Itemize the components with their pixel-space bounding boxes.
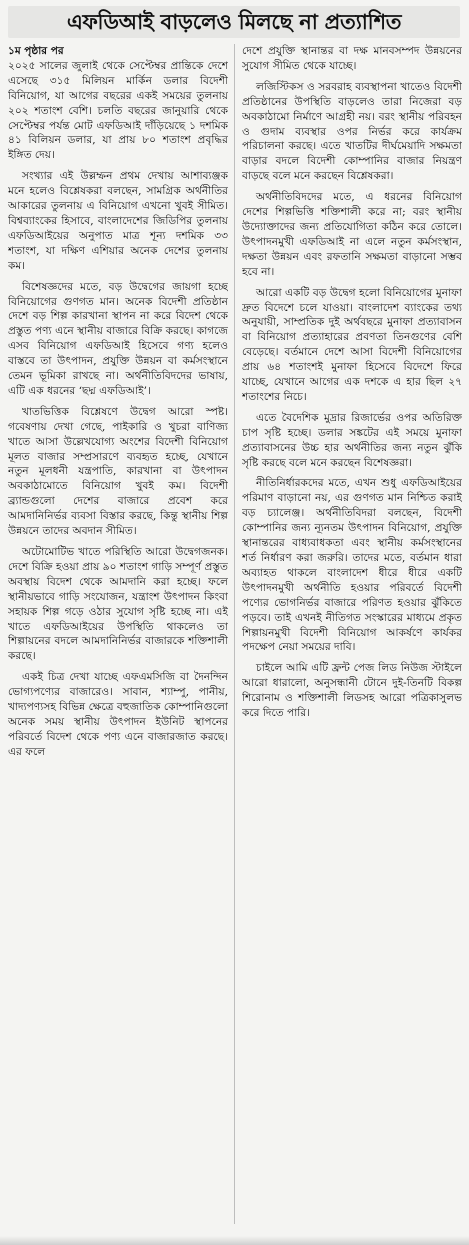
article-paragraph: চাইলে আমি এটি ফ্রন্ট পেজ লিড নিউজ স্টাইলে আরো ধারালো, অনুসন্ধানী টোনে দুই-তিনটি বিকল্প শিরোনাম ও শক্তিশালী লিডসহ আরো পত্রিকাসুলভ করে দিতে পারি। [242, 662, 462, 720]
article-paragraph: বিশেষজ্ঞদের মতে, বড় উদ্বেগের জায়গা হচ্ছে বিনিয়োগের গুণগত মান। অনেক বিদেশী প্রতিষ্ঠান দেশে বড় শিল্প কারখানা স্থাপন না করে বিদেশ থেকে প্রস্তুত পণ্য এনে স্থানীয় বাজারে বিক্রি করছে। কাগজে এসব বিনিয়োগ এফডিআই হিসেবে গণ্য হলেও বাস্তবে তা উৎপাদন, প্রযুক্তি উন্নয়ন বা কর্মসংস্থানে তেমন ভূমিকা রাখছে না। অর্থনীতিবিদদের ভাষায়, এটি এক ধরনের ‘ছদ্ম এফডিআই’। [8, 280, 228, 397]
article-paragraph: অর্থনীতিবিদদের মতে, এ ধরনের বিনিয়োগ দেশের শিল্পভিত্তি শক্তিশালী করে না; বরং স্থানীয় উদ্যোক্তাদের জন্য প্রতিযোগিতা কঠিন করে তোলে। উৎপাদনমুখী এফডিআই না এলে নতুন কর্মসংস্থান, দক্ষতা উন্নয়ন এবং রফতানি সক্ষমতা বাড়ানো সম্ভব হবে না। [242, 191, 462, 278]
article-paragraph: খাতভিত্তিক বিশ্লেষণে উদ্বেগ আরো স্পষ্ট। গবেষণায় দেখা গেছে, পাইকারি ও খুচরা বাণিজ্য খাতে আসা উল্লেখযোগ্য অংশের বিদেশী বিনিয়োগ মূলত বাজার সম্প্রসারণে ব্যবহৃত হচ্ছে, যেখানে নতুন মূলধনী যন্ত্রপাতি, কারখানা বা উৎপাদন অবকাঠামোতে বিনিয়োগ খুবই কম। বিদেশী ব্র্যান্ডগুলো দেশের বাজারে প্রবেশ করে আমদানিনির্ভর ব্যবসা বিস্তার করছে, কিন্তু স্থানীয় শিল্প উন্নয়নে তাদের অবদান সীমিত। [8, 405, 228, 538]
article-paragraph: ২০২৫ সালের জুলাই থেকে সেপ্টেম্বর প্রান্তিকে দেশে এসেছে ৩১৫ মিলিয়ন মার্কিন ডলার বিদেশী বিনিয়োগ, যা আগের বছরের একই সময়ের তুলনায় ২০২ শতাংশ বেশি। চলতি বছরের জানুয়ারি থেকে সেপ্টেম্বর পর্যন্ত মোট এফডিআই দাঁড়িয়েছে ১ দশমিক ৪১ বিলিয়ন ডলার, যা প্রায় ৮০ শতাংশ প্রবৃদ্ধির ইঙ্গিত দেয়। [8, 59, 228, 162]
headline: এফডিআই বাড়লেও মিলছে না প্রত্যাশিত [8, 6, 460, 38]
article-paragraph: নীতিনির্ধারকদের মতে, এখন শুধু এফডিআইয়ের পরিমাণ বাড়ানো নয়, এর গুণগত মান নিশ্চিত করাই বড় চ্যালেঞ্জ। অর্থনীতিবিদরা বলছেন, বিদেশী কোম্পানির জন্য ন্যূনতম উৎপাদন বিনিয়োগ, প্রযুক্তি স্থানান্তরের বাধ্যবাধকতা এবং স্থানীয় কর্মসংস্থানের শর্ত নির্ধারণ করা জরুরি। তাদের মতে, বর্তমান ধারা অব্যাহত থাকলে বাংলাদেশ ধীরে ধীরে একটি উৎপাদনমুখী অর্থনীতি হওয়ার পরিবর্তে বিদেশী পণ্যের ভোগনির্ভর বাজারে পরিণত হওয়ার ঝুঁকিতে পড়বে। তাই এখনই নীতিগত সংস্কারের মাধ্যমে প্রকৃত শিল্পায়নমুখী বিদেশী বিনিয়োগ আকর্ষণে কার্যকর পদক্ষেপ নেয়া সময়ের দাবি। [242, 477, 462, 654]
page-bottom-edge [0, 1236, 469, 1245]
article-paragraph: অটোমোটিভ খাতে পরিস্থিতি আরো উদ্বেগজনক। দেশে বিক্রি হওয়া প্রায় ৯০ শতাংশ গাড়ি সম্পূর্ণ প্রস্তুত অবস্থায় বিদেশ থেকে আমদানি করা হচ্ছে। ফলে স্থানীয়ভাবে গাড়ি সংযোজন, যন্ত্রাংশ উৎপাদন কিংবা সহায়ক শিল্প গড়ে ওঠার সুযোগ সৃষ্টি হচ্ছে না। এই খাতে এফডিআইয়ের উপস্থিতি থাকলেও তা শিল্পায়নের বদলে আমদানিনির্ভর বাজারকে শক্তিশালী করছে। [8, 546, 228, 663]
article-paragraph: লজিস্টিকস ও সরবরাহ ব্যবস্থাপনা খাতেও বিদেশী প্রতিষ্ঠানের উপস্থিতি বাড়লেও তারা নিজেরা বড় অবকাঠামো নির্মাণে আগ্রহী নয়। বরং স্থানীয় পরিবহন ও গুদাম ব্যবস্থার ওপর নির্ভর করে কার্যক্রম পরিচালনা করছে। এতে খাতটির দীর্ঘমেয়াদি সক্ষমতা বাড়ার বদলে বিদেশী কোম্পানির বাজার নিয়ন্ত্রণ বাড়ছে বলে মনে করছেন বিশ্লেষকরা। [242, 80, 462, 183]
article-column-left [8, 44, 228, 1224]
continued-label: ১ম পৃষ্ঠার পর [8, 45, 64, 57]
column-divider [234, 44, 235, 1224]
article-paragraph: একই চিত্র দেখা যাচ্ছে এফএমসিজি বা দৈনন্দিন ভোগ্যপণ্যের বাজারেও। সাবান, শ্যাম্পু, পানীয়, খাদ্যপণ্যসহ বিভিন্ন ক্ষেত্রে বহুজাতিক কোম্পানিগুলো অনেক সময় স্থানীয় উৎপাদন ইউনিট স্থাপনের পরিবর্তে বিদেশ থেকে পণ্য এনে বাজারজাত করছে। এর ফলে [8, 671, 228, 758]
article-column-right [242, 44, 462, 1224]
article-paragraph: দেশে প্রযুক্তি স্থানান্তর বা দক্ষ মানবসম্পদ উন্নয়নের সুযোগ সীমিত থেকে যাচ্ছে। [242, 45, 462, 72]
article-paragraph: আরো একটি বড় উদ্বেগ হলো বিনিয়োগের মুনাফা দ্রুত বিদেশে চলে যাওয়া। বাংলাদেশ ব্যাংকের তথ্য অনুযায়ী, সাম্প্রতিক দুই অর্থবছরে মুনাফা প্রত্যাবাসন বা বিনিয়োগ প্রত্যাহারের প্রবণতা তিনগুণের বেশি বেড়েছে। বর্তমানে দেশে আসা বিদেশী বিনিয়োগের প্রায় ৬৪ শতাংশই মুনাফা হিসেবে বিদেশে ফিরে যাচ্ছে, যেখানে আগের এক দশকে এ হার ছিল ২৭ শতাংশের নিচে। [242, 286, 462, 403]
article-paragraph: সংখ্যার এই উল্লম্ফন প্রথম দেখায় আশাব্যঞ্জক মনে হলেও বিশ্লেষকরা বলছেন, সামগ্রিক অর্থনীতির আকারের তুলনায় এ বিনিয়োগ এখনো খুবই সীমিত। বিশ্বব্যাংকের হিসাবে, বাংলাদেশের জিডিপির তুলনায় এফডিআইয়ের অনুপাত মাত্র শূন্য দশমিক ৩৩ শতাংশ, যা দক্ষিণ এশিয়ার অনেক দেশের তুলনায় কম। [8, 170, 228, 272]
article-paragraph: এতে বৈদেশিক মুদ্রার রিজার্ভের ওপর অতিরিক্ত চাপ সৃষ্টি হচ্ছে। ডলার সঙ্কটের এই সময়ে মুনাফা প্রত্যাবাসনের উচ্চ হার অর্থনীতির জন্য নতুন ঝুঁকি সৃষ্টি করছে বলে মনে করছেন বিশেষজ্ঞরা। [242, 411, 462, 469]
